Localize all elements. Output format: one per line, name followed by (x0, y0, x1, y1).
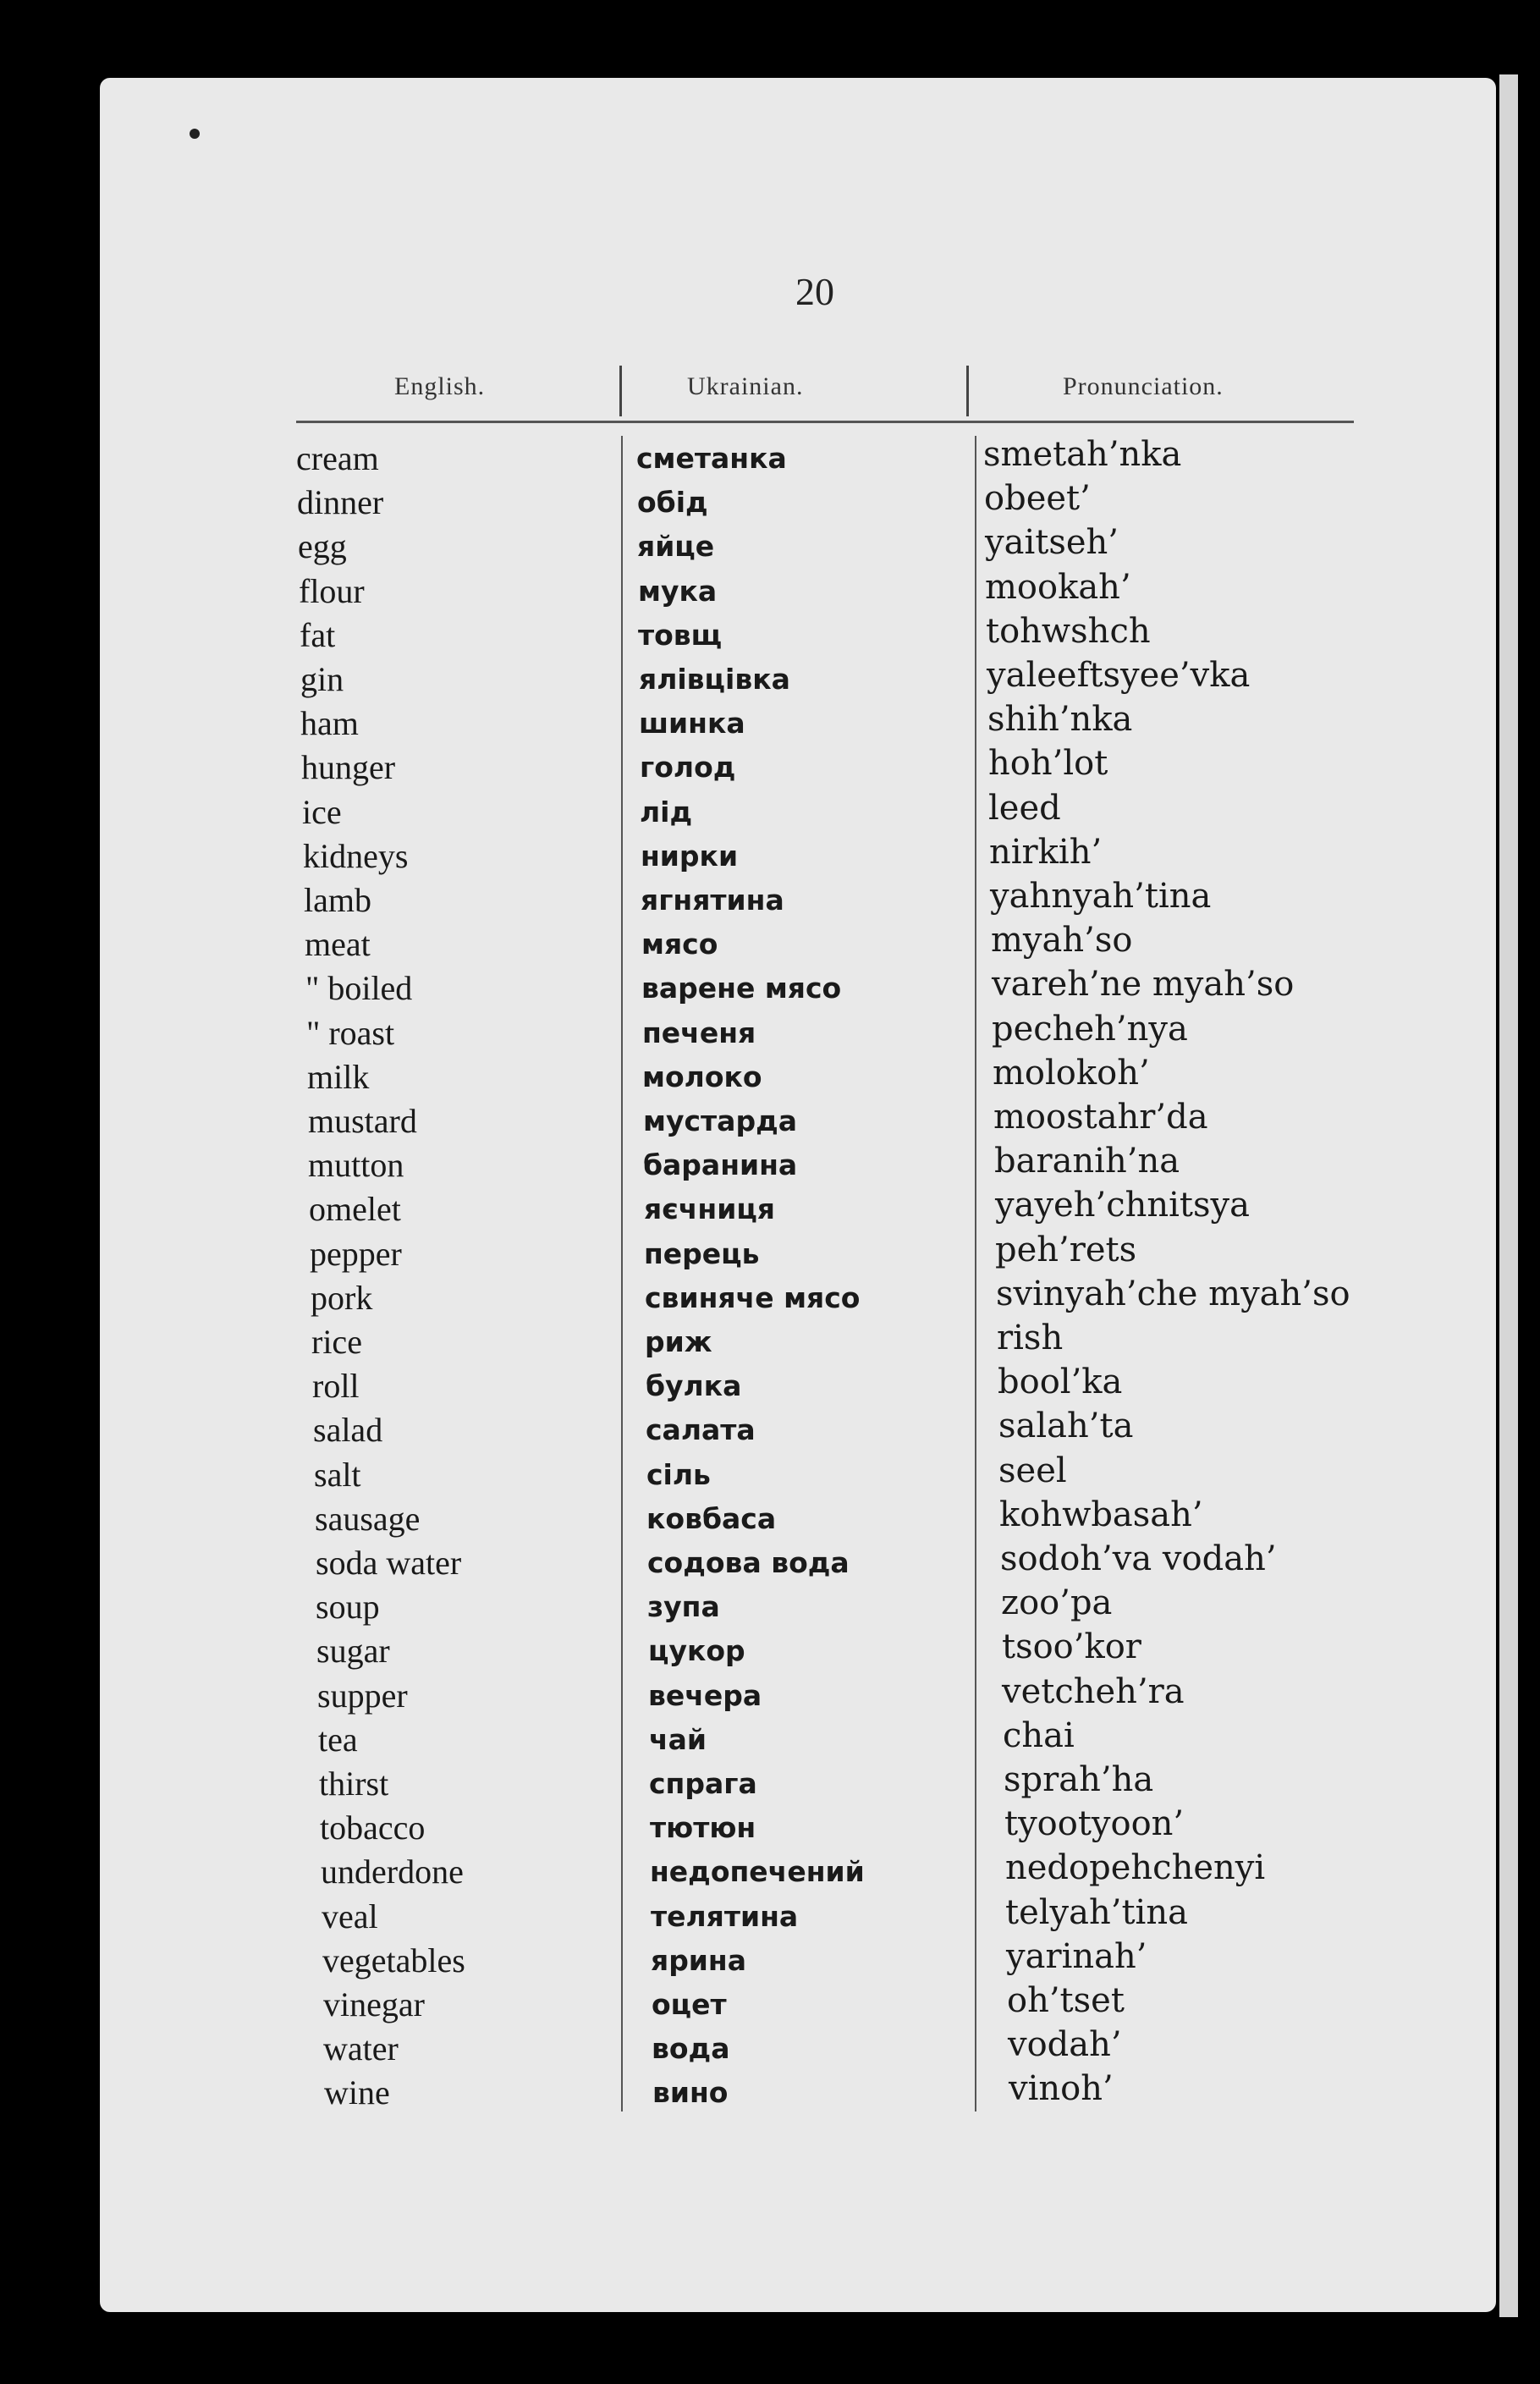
english-word: vinegar (323, 1985, 425, 2023)
english-word: fat (300, 616, 336, 654)
ukrainian-word: спрага (649, 1767, 757, 1800)
ukrainian-word: сметанка (636, 442, 787, 475)
english-word: " boiled (305, 969, 413, 1007)
pronunciation-text: telyah’tina (1005, 1893, 1188, 1932)
english-word: salt (314, 1456, 361, 1494)
ukrainian-word: товщ (638, 619, 723, 652)
pronunciation-text: vinoh’ (1009, 2069, 1114, 2108)
ukrainian-word: булка (646, 1369, 742, 1402)
english-word: wine (324, 2073, 390, 2111)
pronunciation-text: sodoh’va vodah’ (1000, 1539, 1277, 1578)
pronunciation-text: moostahr’da (993, 1098, 1208, 1137)
english-word: milk (307, 1058, 370, 1096)
ukrainian-word: оцет (652, 1988, 727, 2021)
pronunciation-text: vetcheh’ra (1002, 1672, 1185, 1711)
english-word: sausage (315, 1500, 421, 1538)
ukrainian-word: молоко (642, 1060, 762, 1093)
english-word: vegetables (322, 1941, 465, 1979)
header-english: English. (394, 372, 486, 400)
english-word: mustard (308, 1102, 417, 1140)
pronunciation-text: bool’ka (998, 1363, 1123, 1401)
english-word: cream (296, 439, 379, 477)
english-word: meat (305, 925, 371, 963)
english-word: gin (300, 660, 344, 698)
column-divider-1 (621, 436, 623, 2111)
ink-dot (190, 129, 200, 139)
english-word: supper (317, 1677, 408, 1715)
ukrainian-word: сіль (646, 1458, 711, 1491)
ukrainian-word: обід (637, 486, 708, 519)
ukrainian-word: салата (646, 1413, 756, 1446)
english-word: pepper (310, 1235, 402, 1273)
pronunciation-text: yahnyah’tina (990, 877, 1212, 916)
pronunciation-text: myah’so (991, 921, 1133, 960)
english-word: water (323, 2029, 399, 2067)
page-edge-strip (1499, 74, 1518, 2317)
ukrainian-word: телятина (651, 1900, 799, 1933)
ukrainian-word: чай (649, 1723, 707, 1756)
ukrainian-word: тютюн (650, 1811, 756, 1844)
pronunciation-text: tyootyoon’ (1004, 1804, 1185, 1843)
pronunciation-text: baranih’na (994, 1142, 1180, 1181)
pronunciation-text: nirkih’ (989, 833, 1103, 872)
ukrainian-word: яйце (637, 530, 715, 563)
english-word: underdone (321, 1853, 464, 1891)
pronunciation-text: obeet’ (984, 479, 1091, 518)
pronunciation-text: leed (988, 789, 1061, 828)
english-word: hunger (301, 748, 396, 786)
english-word: thirst (319, 1765, 389, 1803)
english-word: tea (318, 1721, 358, 1759)
pronunciation-text: yayeh’chnitsya (995, 1186, 1250, 1225)
pronunciation-text: tohwshch (986, 612, 1151, 651)
english-word: kidneys (303, 837, 409, 875)
ukrainian-word: печеня (642, 1016, 756, 1049)
english-word: rice (311, 1323, 362, 1361)
ukrainian-word: риж (645, 1325, 712, 1358)
english-word: tobacco (320, 1809, 426, 1847)
pronunciation-text: tsoo’kor (1002, 1627, 1141, 1666)
ukrainian-word: цукор (648, 1634, 745, 1667)
pronunciation-text: nedopehchenyi (1005, 1848, 1266, 1887)
english-word: pork (311, 1279, 373, 1317)
english-word: veal (322, 1897, 378, 1935)
pronunciation-text: yaitseh’ (985, 523, 1119, 562)
english-word: lamb (304, 881, 371, 919)
ukrainian-word: голод (640, 751, 736, 784)
ukrainian-word: ковбаса (646, 1502, 777, 1535)
english-word: " roast (306, 1014, 395, 1052)
ukrainian-word: перець (644, 1237, 760, 1270)
header-divider-2 (966, 366, 969, 416)
ukrainian-word: варене мясо (641, 972, 842, 1005)
ukrainian-word: вечера (648, 1679, 762, 1712)
ukrainian-word: мясо (641, 928, 718, 961)
pronunciation-text: zoo’pa (1001, 1583, 1113, 1622)
english-word: ham (300, 704, 359, 742)
pronunciation-text: molokoh’ (993, 1054, 1150, 1093)
pronunciation-text: shih’nka (987, 700, 1133, 739)
header-ukrainian: Ukrainian. (687, 372, 804, 400)
english-word: soda water (316, 1544, 462, 1582)
ukrainian-word: вода (652, 2032, 730, 2065)
pronunciation-text: peh’rets (995, 1231, 1137, 1269)
ukrainian-word: свиняче мясо (645, 1281, 861, 1314)
pronunciation-text: vodah’ (1008, 2025, 1122, 2064)
column-divider-2 (975, 436, 976, 2111)
english-word: omelet (309, 1190, 401, 1228)
ukrainian-word: нирки (641, 840, 739, 873)
ukrainian-word: яєчниця (644, 1192, 775, 1225)
ukrainian-word: мустарда (643, 1104, 797, 1137)
pronunciation-text: vareh’ne myah’so (992, 965, 1295, 1004)
page-number: 20 (795, 270, 834, 313)
ukrainian-word: баранина (643, 1148, 798, 1181)
english-word: sugar (316, 1632, 390, 1670)
english-word: roll (312, 1367, 360, 1405)
pronunciation-text: oh’tset (1007, 1981, 1125, 2020)
ukrainian-word: ярина (651, 1944, 747, 1977)
english-word: soup (316, 1588, 380, 1626)
header-rule (296, 421, 1354, 423)
pronunciation-text: yarinah’ (1006, 1937, 1147, 1976)
ukrainian-word: зупа (647, 1590, 720, 1623)
pronunciation-text: yaleeftsyee’vka (987, 656, 1251, 695)
header-pronunciation: Pronunciation. (1063, 372, 1224, 400)
english-word: ice (302, 793, 342, 831)
pronunciation-text: kohwbasah’ (999, 1495, 1203, 1534)
pronunciation-text: mookah’ (985, 568, 1131, 607)
english-word: mutton (308, 1146, 404, 1184)
pronunciation-text: sprah’ha (1004, 1760, 1154, 1799)
header-divider-1 (619, 366, 622, 416)
ukrainian-word: лід (640, 796, 693, 829)
pronunciation-text: smetah’nka (983, 435, 1182, 474)
pronunciation-text: svinyah’che myah’so (996, 1275, 1350, 1313)
english-word: egg (298, 527, 347, 565)
pronunciation-text: seel (998, 1451, 1067, 1490)
pronunciation-text: pecheh’nya (992, 1010, 1188, 1049)
ukrainian-word: мука (638, 575, 718, 608)
ukrainian-word: шинка (639, 707, 745, 740)
pronunciation-text: chai (1003, 1716, 1075, 1755)
pronunciation-text: salah’ta (998, 1407, 1134, 1445)
ukrainian-word: ялівцівка (639, 663, 790, 696)
pronunciation-text: hoh’lot (988, 744, 1108, 783)
english-word: dinner (297, 483, 384, 521)
ukrainian-word: вино (652, 2076, 729, 2109)
ukrainian-word: ягнятина (641, 884, 784, 917)
ukrainian-word: недопечений (650, 1855, 865, 1888)
ukrainian-word: содова вода (647, 1546, 850, 1579)
english-word: salad (313, 1411, 383, 1449)
pronunciation-text: rish (997, 1319, 1064, 1357)
english-word: flour (299, 572, 365, 610)
